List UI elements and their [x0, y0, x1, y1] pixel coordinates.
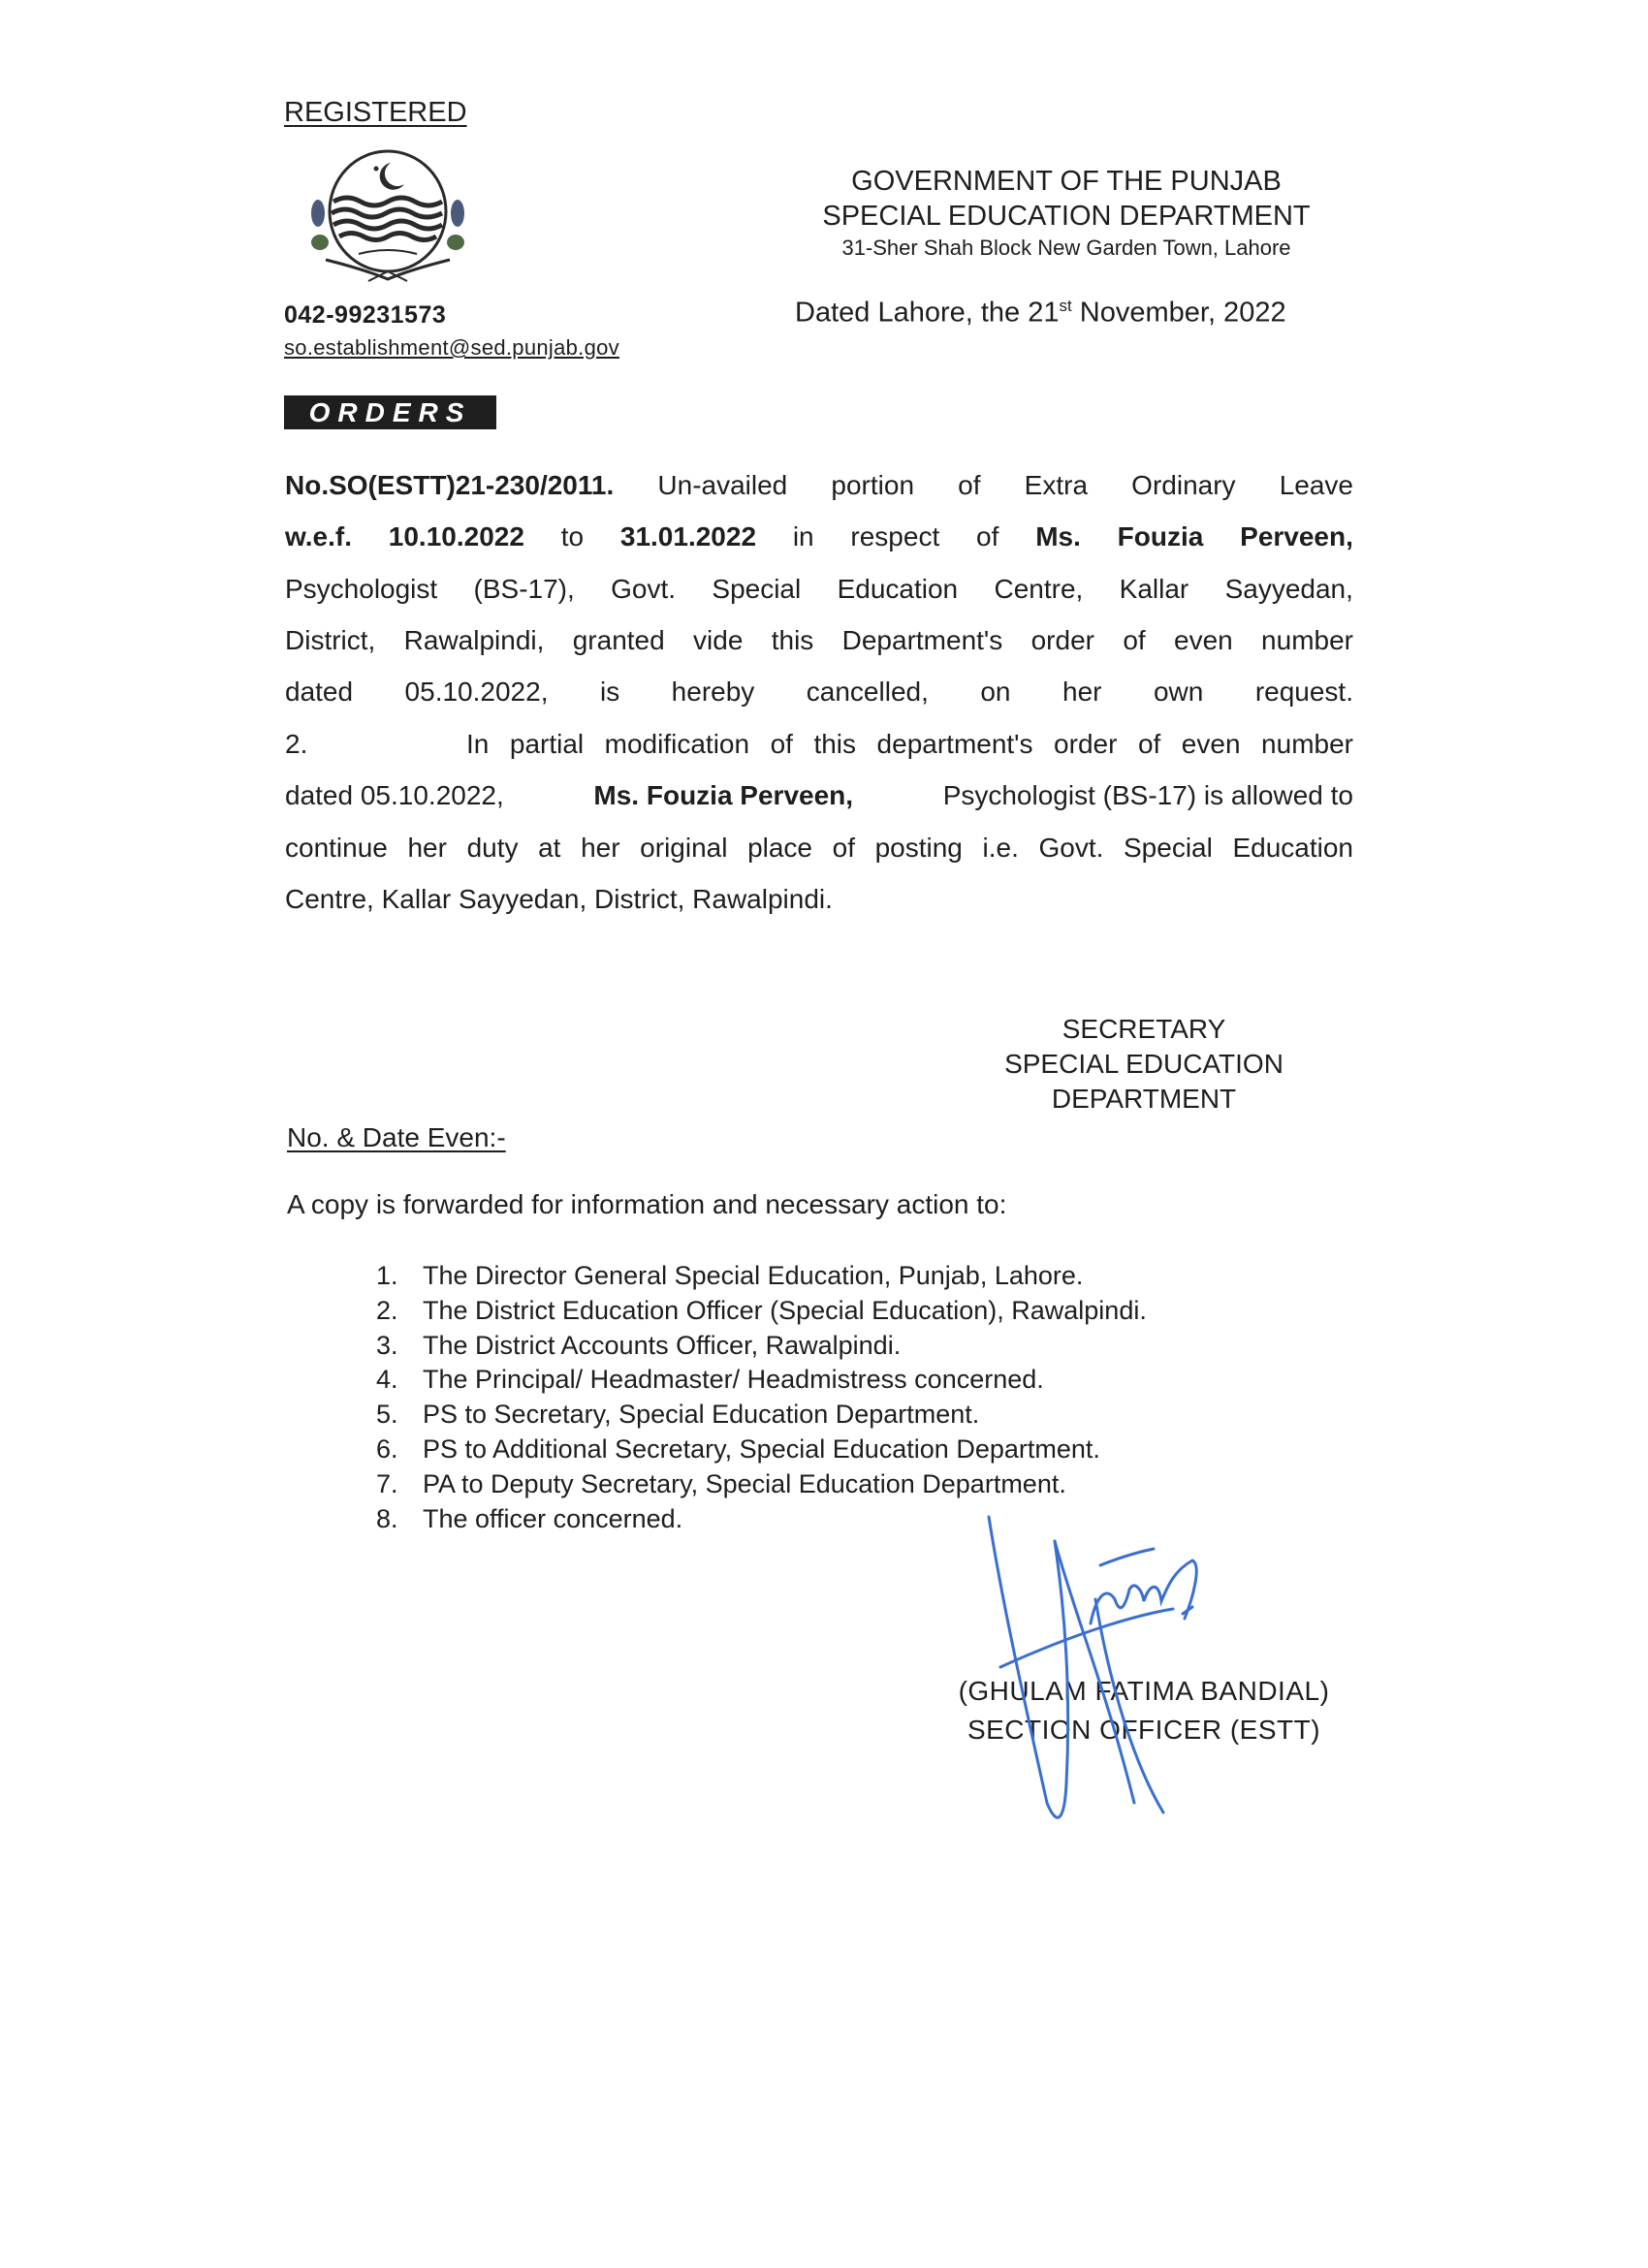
list-text: PS to Additional Secretary, Special Education Department.: [423, 1433, 1100, 1464]
paragraph-line: [285, 511, 1353, 562]
list-text: The officer concerned.: [423, 1503, 683, 1533]
list-text: The Director General Special Education, Punjab, Lahore.: [423, 1261, 1084, 1290]
word: this: [771, 624, 814, 655]
paragraph-text: Psychologist (BS-17) is allowed to: [942, 780, 1353, 811]
word: respect: [850, 521, 940, 552]
word: (BS-17),: [473, 573, 575, 604]
paragraph-line: [285, 459, 1353, 511]
order-paragraph-1: [285, 459, 1353, 717]
leave-end-date: 31.01.2022: [619, 521, 757, 552]
word: vide: [693, 624, 744, 655]
order-paragraph-2: [285, 718, 1353, 925]
department-address: 31-Sher Shah Block New Garden Town, Lahore: [841, 236, 1291, 260]
signatory-designation: SECTION OFFICER (ESTT): [967, 1715, 1321, 1745]
word: order: [1030, 624, 1094, 655]
issuer-department: SPECIAL EDUCATION: [1004, 1049, 1284, 1079]
punjab-emblem-icon: [291, 145, 485, 291]
word: Leave: [1279, 470, 1353, 500]
dated-line: [795, 297, 1286, 330]
list-number: 2.: [376, 1295, 398, 1325]
list-item: [376, 1433, 1147, 1467]
list-number: 4.: [376, 1365, 398, 1395]
issuer-block: [950, 1012, 1338, 1117]
paragraph-text: continue her duty at her original place of posting i.e. Govt. Special Education: [285, 832, 1353, 863]
word: of: [958, 470, 981, 500]
order-number: No.SO(ESTT)21-230/2011.: [285, 470, 615, 500]
paragraph-line: [285, 614, 1353, 666]
list-number: 1.: [376, 1261, 398, 1290]
government-title: GOVERNMENT OF THE PUNJAB: [851, 166, 1282, 197]
dated-prefix: Dated Lahore, the 21: [795, 297, 1060, 329]
list-number: 5.: [376, 1400, 398, 1430]
word: Department's: [841, 624, 1003, 655]
list-item: [376, 1294, 1147, 1329]
word: Sayyedan,: [1224, 573, 1353, 604]
word: Govt.: [611, 573, 677, 604]
list-text: PA to Deputy Secretary, Special Education Department.: [423, 1468, 1066, 1498]
issuer-title: SECRETARY: [1062, 1014, 1226, 1044]
word: Ordinary: [1131, 470, 1236, 500]
orders-heading: ORDERS: [284, 395, 496, 429]
list-number: 8.: [376, 1503, 398, 1533]
word: Kallar: [1119, 573, 1189, 604]
list-number: 3.: [376, 1330, 398, 1360]
word: Extra: [1024, 470, 1089, 500]
paragraph-line: [285, 718, 1353, 770]
signature: [911, 1493, 1377, 1842]
paragraph-last-line: dated 05.10.2022, is hereby cancelled, on her own request.: [285, 677, 1353, 708]
email-link[interactable]: so.establishment@sed.punjab.gov: [284, 335, 619, 360]
no-date-even-label: No. & Date Even:-: [287, 1122, 506, 1152]
list-number: 6.: [376, 1433, 398, 1464]
leave-start-date: 10.10.2022: [388, 521, 524, 552]
word: number: [1261, 624, 1353, 655]
word: granted: [572, 624, 665, 655]
paragraph-text: Centre, Kallar Sayyedan, District, Rawalpindi.: [285, 883, 833, 914]
order-date: dated 05.10.2022,: [285, 780, 504, 811]
paragraph-text: In partial modification of this department's order of even number: [466, 729, 1353, 759]
list-item: [376, 1259, 1147, 1294]
word: of: [976, 521, 999, 552]
issuer-department: DEPARTMENT: [1051, 1084, 1237, 1114]
paragraph-number: 2.: [285, 729, 308, 759]
employee-name: Ms.: [1035, 521, 1081, 552]
word: Centre,: [994, 573, 1084, 604]
word: w.e.f.: [285, 521, 352, 552]
list-text: The Principal/ Headmaster/ Headmistress concerned.: [423, 1365, 1044, 1395]
word: Education: [837, 573, 959, 604]
list-item: [376, 1329, 1147, 1364]
dated-ordinal: st: [1059, 297, 1072, 315]
copy-intro: A copy is forwarded for information and necessary action to:: [287, 1189, 1007, 1219]
list-item: [376, 1363, 1147, 1398]
word: of: [1123, 624, 1146, 655]
word: portion: [831, 470, 915, 500]
word: Rawalpindi,: [403, 624, 545, 655]
dated-suffix: November, 2022: [1071, 297, 1286, 329]
employee-name: Ms. Fouzia Perveen,: [593, 780, 854, 811]
registered-label: REGISTERED: [284, 97, 467, 128]
word: District,: [285, 624, 376, 655]
word: in: [792, 521, 814, 552]
word: Psychologist: [285, 573, 438, 604]
department-title: SPECIAL EDUCATION DEPARTMENT: [822, 201, 1311, 232]
employee-name: Perveen,: [1240, 521, 1353, 552]
paragraph-line: [285, 770, 1353, 821]
paragraph-line: [285, 563, 1353, 614]
phone-number: 042-99231573: [284, 301, 447, 329]
list-text: The District Education Officer (Special Education), Rawalpindi.: [423, 1295, 1147, 1325]
word: even: [1174, 624, 1233, 655]
signatory-name: (GHULAM FATIMA BANDIAL): [958, 1676, 1330, 1706]
list-text: PS to Secretary, Special Education Department.: [423, 1400, 980, 1430]
employee-name: Fouzia: [1117, 521, 1204, 552]
word: Special: [712, 573, 802, 604]
list-item: [376, 1398, 1147, 1433]
word: Un-availed: [657, 470, 788, 500]
word: to: [560, 521, 585, 552]
list-text: The District Accounts Officer, Rawalpindi.: [423, 1330, 902, 1360]
list-number: 7.: [376, 1468, 398, 1498]
